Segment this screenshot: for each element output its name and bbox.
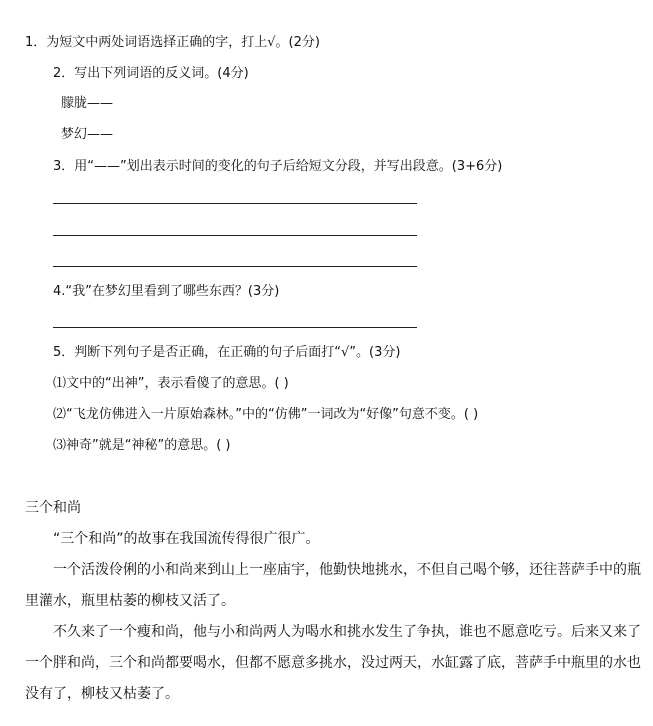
question-5-item-1: ⑴文中的“出神”，表示看傻了的意思。( ): [53, 376, 289, 391]
question-5: 5．判断下列句子是否正确，在正确的句子后面打“√”。(3分): [53, 345, 401, 360]
question-5-item-3: ⑶神奇”就是“神秘”的意思。( ): [53, 438, 231, 453]
passage-paragraph-3-line-1: 不久来了一个瘦和尚，他与小和尚两人为喝水和挑水发生了争执，谁也不愿意吃亏。后来又来了: [53, 624, 641, 640]
question-3: 3．用“——”划出表示时间的变化的句子后给短文分段，并写出段意。(3+6分): [53, 159, 503, 174]
question-2-item-a: 朦胧——: [61, 96, 114, 111]
answer-line-1: [53, 203, 417, 204]
passage-paragraph-3-line-2: 一个胖和尚，三个和尚都要喝水，但都不愿意多挑水，没过两天，水缸露了底，菩萨手中瓶里的水也: [25, 655, 641, 671]
passage-title: 三个和尚: [25, 500, 81, 516]
passage-paragraph-1: “三个和尚”的故事在我国流传得很广很广。: [53, 531, 320, 547]
question-4: 4.“我”在梦幻里看到了哪些东西？(3分): [53, 284, 280, 299]
answer-line-2: [53, 235, 417, 236]
passage-paragraph-3-line-3: 没有了，柳枝又枯萎了。: [25, 686, 179, 702]
answer-line-4: [53, 327, 417, 328]
passage-paragraph-2-line-1: 一个活泼伶俐的小和尚来到山上一座庙宇，他勤快地挑水，不但自己喝个够，还往菩萨手中的瓶: [53, 562, 641, 578]
question-5-item-2: ⑵“飞龙仿佛进入一片原始森林。”中的“仿佛”一词改为“好像”句意不变。( ): [53, 407, 479, 422]
question-2-item-b: 梦幻——: [61, 127, 114, 142]
question-1: 1．为短文中两处词语选择正确的字，打上√。(2分): [25, 35, 320, 50]
question-2: 2．写出下列词语的反义词。(4分): [53, 66, 249, 81]
passage-paragraph-2-line-2: 里灌水，瓶里枯萎的柳枝又活了。: [25, 593, 235, 609]
answer-line-3: [53, 266, 417, 267]
